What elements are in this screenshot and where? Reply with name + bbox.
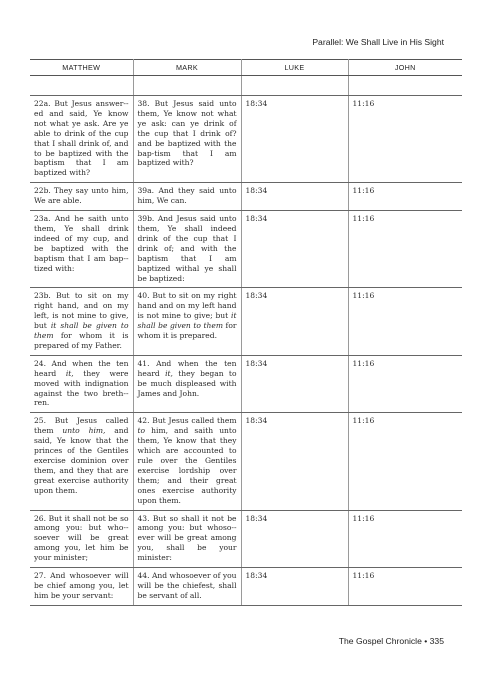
luke-reference-cell: 18:34 [241,288,348,355]
table-row [30,568,462,606]
matthew-verse-cell: 26. But it shall not be so among you: but who-soever will be great among you, let him be your minister; [30,510,133,568]
john-reference-cell: 11:16 [348,510,462,568]
table-row [30,355,462,413]
luke-reference-cell: 18:34 [241,211,348,288]
table-row [30,211,462,288]
matthew-verse-cell: 27. And whosoever will be chief among you, let him be your servant: [30,568,133,606]
column-header-luke: LUKE [241,60,348,76]
table-header-row [30,60,462,76]
mark-verse-cell: 39b. And Jesus said unto them, Ye shall indeed drink of the cup that I drink of; and with the baptism that I am baptized withal ye shall be baptized: [133,211,241,288]
john-reference-cell: 11:16 [348,211,462,288]
matthew-verse-cell: 23b. But to sit on my right hand, and on my left, is not mine to give, but it shall be given to them for whom it is prepared of my Father. [30,288,133,355]
mark-verse-cell: 41. And when the ten heard it, they began to be much displeased with James and John. [133,355,241,413]
mark-verse-cell: 43. But so shall it not be among you: but whoso-ever will be great among you, shall be your minister: [133,510,241,568]
matthew-verse-cell: 23a. And he saith unto them, Ye shall drink indeed of my cup, and be baptized with the baptism that I am bap-tized with: [30,211,133,288]
matthew-verse-cell: 22b. They say unto him, We are able. [30,183,133,211]
john-reference-cell: 11:16 [348,568,462,606]
page-footer: The Gospel Chronicle • 335 [338,636,444,646]
luke-reference-cell: 18:34 [241,183,348,211]
john-reference-cell: 11:16 [348,413,462,510]
luke-reference-cell: 18:34 [241,355,348,413]
luke-reference-cell: 18:34 [241,413,348,510]
running-head: Parallel: We Shall Live in His Sight [312,37,444,47]
john-reference-cell: 11:16 [348,183,462,211]
matthew-verse-cell: 25. But Jesus called them unto him, and said, Ye know that the princes of the Gentiles exercise dominion over them, and they that are great exercise authority upon them. [30,413,133,510]
matthew-verse-cell: 22a. But Jesus answer-ed and said, Ye know not what ye ask. Are ye able to drink of the cup that I shall drink of, and to be baptized with the baptism that I am baptized with? [30,96,133,183]
luke-reference-cell: 18:34 [241,510,348,568]
mark-verse-cell: 44. And whosoever of you will be the chiefest, shall be servant of all. [133,568,241,606]
john-reference-cell: 11:16 [348,288,462,355]
parallel-table [30,59,462,606]
luke-reference-cell: 18:34 [241,568,348,606]
table-row [30,96,462,183]
mark-verse-cell: 38. But Jesus said unto them, Ye know not what ye ask: can ye drink of the cup that I drink of? and be baptized with the bap-tism that I am baptized with? [133,96,241,183]
luke-reference-cell: 18:34 [241,96,348,183]
mark-verse-cell: 40. But to sit on my right hand and on my left hand is not mine to give; but it shall be given to them for whom it is prepared. [133,288,241,355]
column-header-mark: MARK [133,60,241,76]
table-row [30,413,462,510]
matthew-verse-cell: 24. And when the ten heard it, they were moved with indignation against the two breth-ren. [30,355,133,413]
column-header-john: JOHN [348,60,462,76]
john-reference-cell: 11:16 [348,96,462,183]
john-reference-cell: 11:16 [348,355,462,413]
table-row [30,288,462,355]
mark-verse-cell: 39a. And they said unto him, We can. [133,183,241,211]
table-row [30,510,462,568]
mark-verse-cell: 42. But Jesus called them to him, and saith unto them, Ye know that they which are accounted to rule over the Gentiles exercise lordship over them; and their great ones exercise authority upon them. [133,413,241,510]
table-row [30,183,462,211]
header-spacer-row [30,76,462,96]
column-header-matthew: MATTHEW [30,60,133,76]
